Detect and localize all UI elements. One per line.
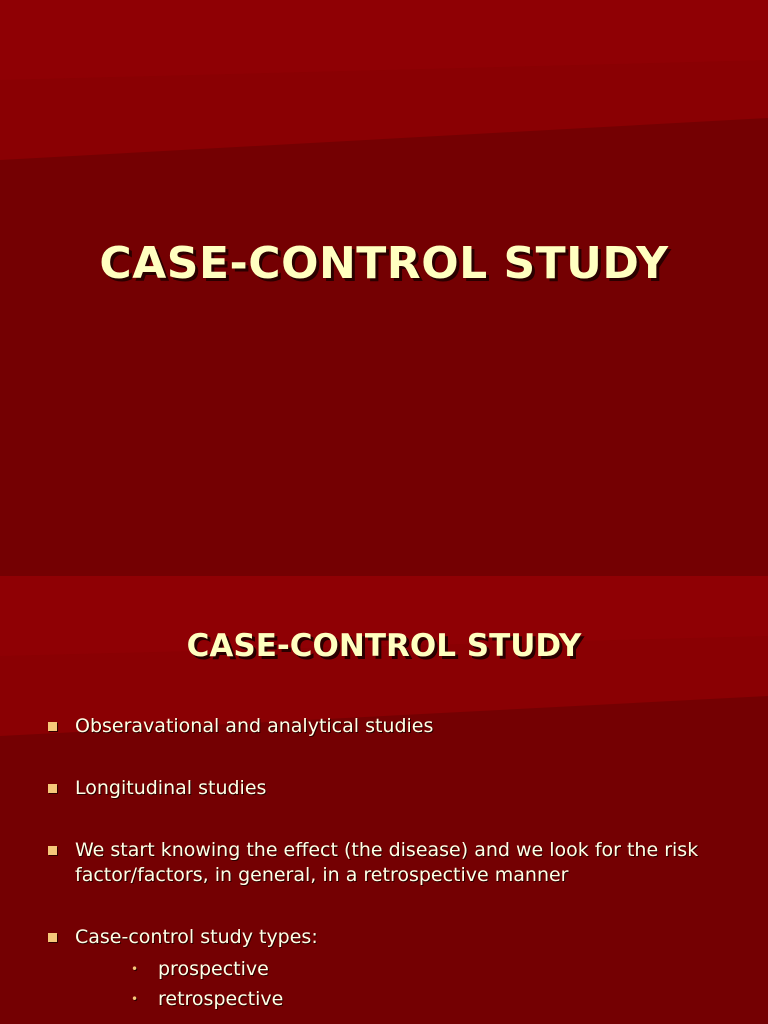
slide-2-title: CASE-CONTROL STUDY bbox=[186, 628, 582, 664]
bullet-text: We start knowing the effect (the disease) and we look for the risk factor/factors, in general, in a retrospective manner bbox=[75, 839, 699, 886]
sub-bullet-list bbox=[129, 954, 318, 1014]
slide-2 bbox=[0, 576, 768, 1024]
dot-bullet-icon: • bbox=[131, 962, 139, 976]
square-bullet-icon bbox=[48, 933, 57, 942]
square-bullet-icon bbox=[48, 846, 57, 855]
slide-1-title: CASE-CONTROL STUDY bbox=[99, 238, 669, 289]
sub-bullet-text: retrospective bbox=[158, 988, 284, 1010]
square-bullet-icon bbox=[48, 784, 57, 793]
square-bullet-icon bbox=[48, 722, 57, 731]
bullet-item bbox=[46, 714, 433, 739]
bullet-text: Obseravational and analytical studies bbox=[75, 715, 434, 737]
bullet-item bbox=[46, 925, 318, 1014]
bullet-text: Longitudinal studies bbox=[75, 777, 267, 799]
bullet-text: Case-control study types: bbox=[75, 926, 318, 948]
dot-bullet-icon: • bbox=[131, 992, 139, 1006]
bullet-item bbox=[46, 838, 746, 888]
sub-bullet-text: prospective bbox=[158, 958, 269, 980]
sub-bullet-item bbox=[129, 984, 318, 1014]
bullet-item bbox=[46, 776, 266, 801]
sub-bullet-item bbox=[129, 954, 318, 984]
